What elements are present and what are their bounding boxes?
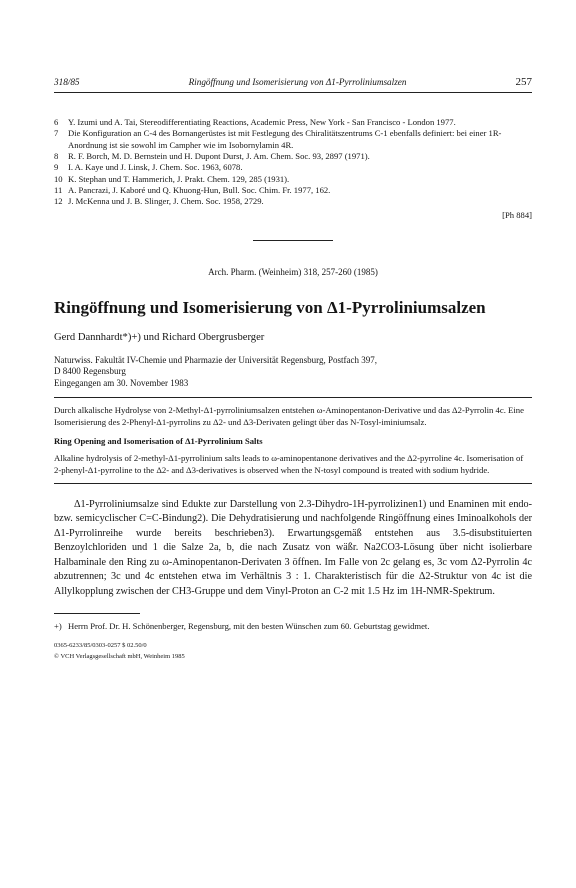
page-number: 257: [515, 76, 532, 88]
footnote-rule: [54, 613, 140, 614]
abstract-german: Durch alkalische Hydrolyse von 2-Methyl-Δ1-pyrroliniumsalzen entstehen ω-Aminopentanon-Derivative und das Δ2-Pyrrolin 4c. Eine Isomerisierung des 2-Phenyl-Δ1-pyrrolins zu Δ2- und Δ3-Derivaten gelingt über das N-Tosyl-iminiumsalz.: [54, 404, 524, 427]
section-divider: [253, 240, 333, 241]
abstract-english: Alkaline hydrolysis of 2-methyl-Δ1-pyrrolinium salts leads to ω-aminopentanone derivatives and the Δ2-pyrroline 4c. Isomerisation of 2-phenyl-Δ1-pyrroline to the Δ2- and Δ3-derivatives is observed when the N-tosyl compound is treated with sodium hydride.: [54, 452, 524, 475]
reference-number: 10: [54, 173, 63, 184]
author-line: Gerd Dannhardt*)+) und Richard Obergrusberger: [54, 331, 265, 343]
reference-list: [54, 117, 532, 208]
english-title: Ring Opening and Isomerisation of Δ1-Pyrrolinium Salts: [54, 435, 263, 446]
body-paragraph: Δ1-Pyrroliniumsalze sind Edukte zur Darstellung von 2.3-Dihydro-1H-pyrrolizinen1) und Enaminen mit endo- bzw. semicyclischer C=C-Bindung2). Die Dehydratisierung und nachfolgende Ringöffnung eines Iminoalkohols der Δ1-Pyrrolinreihe wurde bereits beschrieben3). Erwartungsgemäß entstehen aus 3.5-disubstituierten Benzoylchloriden und 1 die Salze 2a, b, die nach Zusatz von wäßr. Na2CO3-Lösung über nicht isolierbare Halbaminale den Ring zu ω-Aminopentanon-Derivaten 3 öffnen. Im Falle von 2c gelang es, 3c vom Δ2-Pyrrolin 4c abzutrennen; 3c und 4c entstehen etwa im Verhältnis 3 : 1. Charakteristisch für die Δ2-Struktur von 4c ist die Allylkopplung zwischen der CH3-Gruppe und dem Vinyl-Proton an C-2 mit 1.5 Hz im 1H-NMR-Spektrum.: [54, 498, 532, 597]
reference-item: [54, 151, 532, 162]
affiliation-block: [54, 355, 532, 390]
reference-text: I. A. Kaye und J. Linsk, J. Chem. Soc. 1963, 6078.: [68, 162, 243, 173]
reference-item: [54, 128, 532, 151]
reference-number: 6: [54, 117, 59, 127]
ph-code: [Ph 884]: [502, 209, 532, 220]
reference-number: 9: [54, 162, 59, 173]
reference-text: Die Konfiguration an C-4 des Bornangerüstes ist mit Festlegung des Chiralitätszentrums C-1 ebenfalls definiert: bei einer 1R-Anordnung ist sie sowohl im Campher wie im Isobornylamin 4R.: [68, 128, 502, 150]
reference-text: R. F. Borch, M. D. Bernstein und H. Dupont Durst, J. Am. Chem. Soc. 93, 2897 (1971).: [68, 151, 370, 162]
reference-number: 8: [54, 151, 59, 162]
reference-text: A. Pancrazi, J. Kaboré und Q. Khuong-Hun, Bull. Soc. Chim. Fr. 1977, 162.: [68, 185, 331, 196]
reference-number: 7: [54, 128, 59, 139]
affiliation-city: D 8400 Regensburg: [54, 366, 126, 377]
dedication-footnote: [54, 621, 532, 633]
reference-number: 12: [54, 196, 63, 207]
running-header: [54, 76, 532, 93]
abstract-top-rule: [54, 397, 532, 398]
abstract-bottom-rule: [54, 483, 532, 484]
reference-text: Y. Izumi und A. Tai, Stereodifferentiating Reactions, Academic Press, New York - San Francisco - London 1977.: [68, 117, 456, 127]
reference-item: [54, 162, 532, 173]
issn-line: 0365-6233/85/0303-0257 $ 02.50/0: [54, 641, 147, 649]
reference-number: 11: [54, 185, 63, 196]
reference-item: [54, 185, 532, 196]
affiliation-institute: Naturwiss. Fakultät IV-Chemie und Pharmazie der Universität Regensburg, Postfach 397,: [54, 354, 377, 365]
running-title: Ringöffnung und Isomerisierung von Δ1-Pyrroliniumsalzen: [188, 77, 407, 87]
footnote-mark: +): [54, 621, 62, 632]
reference-item: [54, 174, 532, 185]
article-title: Ringöffnung und Isomerisierung von Δ1-Pyrroliniumsalzen: [54, 297, 486, 317]
journal-page: [54, 76, 532, 660]
reference-text: K. Stephan und T. Hammerich, J. Prakt. Chem. 129, 285 (1931).: [68, 173, 290, 184]
reference-item: [54, 196, 532, 207]
journal-citation: Arch. Pharm. (Weinheim) 318, 257-260 (1985): [208, 266, 378, 277]
received-date: Eingegangen am 30. November 1983: [54, 378, 189, 389]
volume-issue: 318/85: [54, 77, 80, 87]
reference-item: [54, 117, 532, 128]
copyright-line: © VCH Verlagsgesellschaft mbH, Weinheim 1985: [54, 652, 185, 660]
footnote-text: Herrn Prof. Dr. H. Schönenberger, Regensburg, mit den besten Wünschen zum 60. Geburtstag gewidmet.: [68, 621, 430, 632]
reference-text: J. McKenna und J. B. Slinger, J. Chem. Soc. 1958, 2729.: [68, 196, 264, 207]
